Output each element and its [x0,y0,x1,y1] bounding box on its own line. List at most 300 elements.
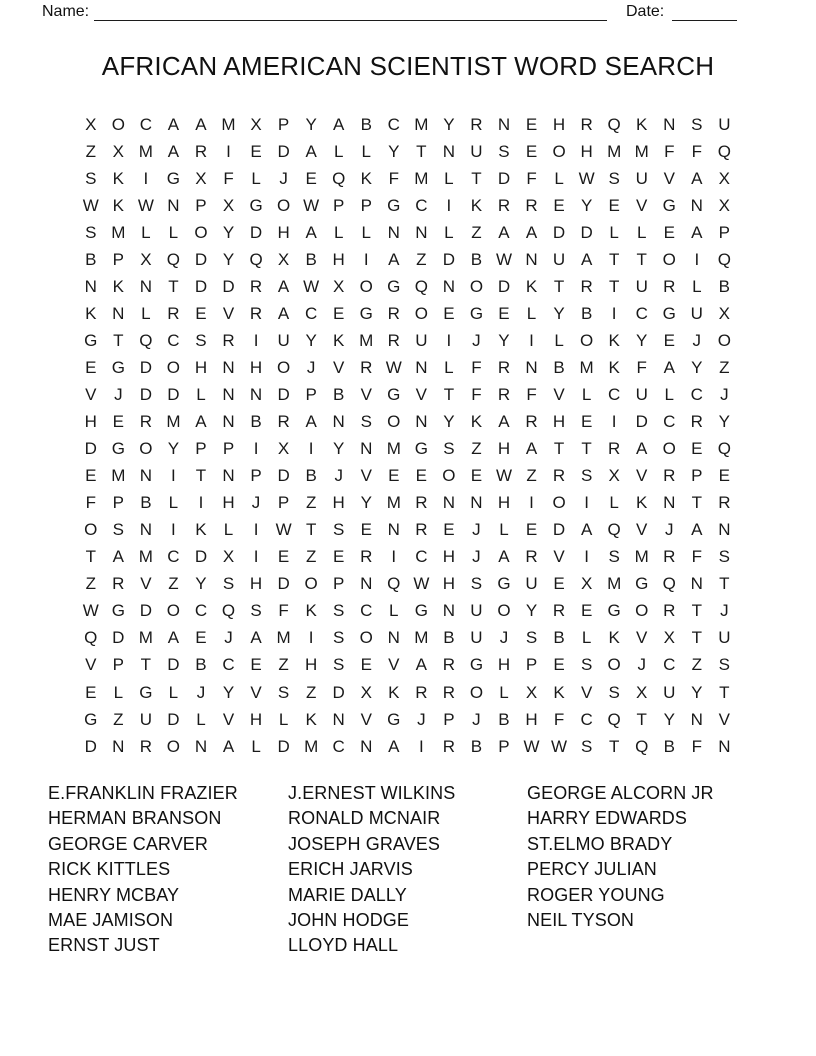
grid-letter: E [277,547,290,567]
grid-letter: C [690,384,703,404]
grid-letter: U [718,628,731,648]
grid-letter: H [84,412,97,432]
grid-letter: B [195,655,207,675]
grid-letter: S [608,547,620,567]
grid-letter: J [472,547,481,567]
grid-letter: B [333,384,345,404]
grid-letter: Q [221,601,236,621]
grid-letter: W [413,574,430,594]
grid-letter: M [359,330,374,350]
grid-letter: A [415,655,427,675]
grid-letter: U [663,682,676,702]
grid-letter: F [526,384,537,404]
grid-letter: H [497,655,511,675]
grid-letter: V [636,520,648,540]
word-list-item: JOHN HODGE [288,910,410,931]
grid-letter: I [171,520,176,540]
grid-letter: K [470,195,483,215]
grid-letter: E [580,601,593,621]
grid-letter: P [305,384,317,404]
grid-letter: L [444,357,454,377]
grid-letter: X [277,439,290,459]
grid-letter: Z [85,141,96,161]
word-list-item: ROGER YOUNG [527,884,665,905]
grid-letter: O [662,249,676,269]
grid-letter: C [580,709,593,729]
word-list-item: GEORGE CARVER [48,833,209,854]
grid-letter: C [305,303,318,323]
grid-letter: G [84,330,98,350]
grid-letter: X [718,195,731,215]
grid-letter: H [525,709,538,729]
grid-letter: I [308,439,314,459]
grid-letter: X [718,303,731,323]
grid-letter: R [552,601,566,621]
grid-letter: L [141,222,151,242]
grid-letter: M [634,547,649,567]
grid-letter: I [308,628,314,648]
grid-letter: O [111,114,125,134]
grid-letter: Y [525,601,538,621]
grid-letter: L [196,709,206,729]
grid-letter: Q [717,439,731,459]
grid-letter: N [139,520,152,540]
grid-letter: F [691,141,702,161]
grid-letter: E [691,439,703,459]
grid-letter: Z [471,222,482,242]
grid-letter: A [525,222,538,242]
grid-letter: Q [166,249,181,269]
grid-letter: O [166,736,181,756]
grid-letter: F [223,168,234,188]
grid-letter: A [691,520,703,540]
word-list-item: JOSEPH GRAVES [288,833,441,854]
word-list-item: RICK KITTLES [48,859,171,880]
grid-letter: K [305,601,317,621]
grid-letter: F [691,736,702,756]
grid-letter: B [470,736,483,756]
grid-letter: C [415,195,428,215]
word-list-item: ST.ELMO BRADY [527,833,673,854]
grid-letter: B [470,249,483,269]
grid-letter: G [387,384,401,404]
grid-letter: T [636,709,647,729]
grid-letter: R [442,655,456,675]
grid-letter: W [578,168,595,188]
grid-letter: U [277,330,290,350]
grid-letter: K [636,114,648,134]
grid-letter: M [607,141,622,161]
grid-letter: V [580,682,593,702]
grid-letter: J [472,709,481,729]
grid-letter: D [249,222,263,242]
grid-letter: Z [113,709,124,729]
date-blank-line [672,3,737,21]
grid-letter: F [553,709,565,729]
grid-letter: M [386,493,401,513]
grid-letter: R [663,466,676,486]
grid-letter: B [718,276,731,296]
grid-letter: S [333,628,345,648]
word-list-item: GEORGE ALCORN JR [527,783,714,803]
grid-letter: L [499,682,509,702]
grid-letter: S [333,655,345,675]
grid-letter: J [472,520,481,540]
grid-letter: X [718,168,731,188]
grid-letter: E [112,412,124,432]
grid-letter: R [442,736,456,756]
grid-letter: X [250,114,262,134]
grid-letter: X [140,249,152,269]
grid-letter: L [609,222,619,242]
grid-letter: C [663,655,676,675]
grid-letter: I [226,141,231,161]
grid-letter: A [580,520,593,540]
grid-letter: O [359,628,373,648]
grid-letter: P [691,466,703,486]
grid-letter: A [195,114,207,134]
grid-letter: U [139,709,152,729]
grid-letter: Y [222,249,235,269]
grid-letter: Y [167,439,180,459]
grid-letter: S [608,168,620,188]
grid-letter: V [85,655,97,675]
word-list-item: LLOYD HALL [288,935,399,956]
grid-letter: A [388,736,400,756]
grid-letter: D [277,574,290,594]
grid-letter: T [636,249,647,269]
grid-letter: V [636,628,648,648]
grid-letter: V [360,384,372,404]
grid-letter: V [360,709,372,729]
grid-letter: S [85,222,97,242]
grid-letter: T [195,466,207,486]
grid-letter: R [497,384,511,404]
grid-letter: R [608,439,621,459]
grid-letter: T [608,249,620,269]
grid-letter: N [360,439,373,459]
grid-letter: A [691,168,703,188]
grid-letter: N [442,493,456,513]
grid-letter: L [554,168,564,188]
word-list-item: ERNST JUST [48,935,160,956]
grid-letter: R [167,303,180,323]
grid-letter: K [360,168,372,188]
grid-letter: R [497,357,511,377]
grid-letter: V [388,655,400,675]
grid-letter: M [579,357,594,377]
grid-letter: D [277,466,290,486]
grid-letter: E [305,168,317,188]
grid-letter: Z [305,682,317,702]
grid-letter: K [195,520,207,540]
grid-letter: N [690,709,703,729]
grid-letter: K [553,682,565,702]
grid-letter: N [387,222,400,242]
grid-letter: K [112,168,124,188]
grid-letter: S [580,655,593,675]
grid-letter: W [137,195,154,215]
grid-letter: F [526,168,537,188]
grid-letter: N [690,195,703,215]
grid-letter: G [662,303,676,323]
grid-letter: D [194,276,208,296]
grid-letter: N [387,520,400,540]
grid-letter: N [360,736,373,756]
grid-letter: L [168,493,179,513]
grid-letter: S [195,330,207,350]
grid-letter: E [415,466,427,486]
grid-letter: L [444,168,454,188]
grid-letter: K [636,493,648,513]
grid-letter: T [553,439,565,459]
grid-letter: N [360,574,373,594]
grid-letter: S [580,466,593,486]
grid-letter: L [333,222,344,242]
grid-letter: E [85,357,97,377]
grid-letter: G [166,168,181,188]
grid-letter: Z [305,493,317,513]
grid-letter: M [386,439,401,459]
grid-letter: S [718,547,731,567]
grid-letter: J [114,384,123,404]
grid-letter: V [360,466,372,486]
grid-letter: A [167,114,180,134]
grid-letter: W [82,601,99,621]
grid-letter: X [222,547,235,567]
page-title: AFRICAN AMERICAN SCIENTIST WORD SEARCH [101,51,715,81]
grid-letter: H [332,493,345,513]
grid-letter: L [361,141,371,161]
grid-letter: R [525,412,538,432]
grid-letter: A [222,736,235,756]
grid-letter: P [525,655,538,675]
grid-letter: Q [717,141,731,161]
grid-letter: E [443,520,455,540]
grid-letter: C [139,114,152,134]
grid-letter: M [304,736,319,756]
grid-letter: S [333,601,345,621]
grid-letter: X [333,276,345,296]
grid-letter: B [305,249,317,269]
grid-letter: Q [607,520,621,540]
grid-letter: K [525,276,538,296]
grid-letter: S [443,439,455,459]
grid-letter: T [85,547,96,567]
grid-letter: E [85,466,97,486]
grid-letter: E [388,466,400,486]
grid-letter: F [85,493,96,513]
word-list-item: PERCY JULIAN [527,859,657,880]
grid-letter: P [112,249,124,269]
grid-letter: H [497,493,511,513]
grid-letter: N [84,276,97,296]
grid-letter: X [360,682,372,702]
grid-letter: B [85,249,97,269]
word-list-item: MARIE DALLY [288,884,407,905]
grid-letter: H [249,574,263,594]
word-list-item: HENRY MCBAY [48,884,180,905]
grid-letter: N [470,493,483,513]
grid-letter: H [249,357,263,377]
grid-letter: K [608,357,620,377]
grid-letter: E [443,303,455,323]
grid-letter: O [194,222,208,242]
grid-letter: B [443,628,455,648]
grid-letter: V [718,709,731,729]
grid-letter: B [553,628,565,648]
grid-letter: M [111,466,126,486]
grid-letter: L [333,141,344,161]
grid-letter: H [249,709,263,729]
grid-letter: L [223,520,234,540]
grid-letter: M [111,222,126,242]
word-list-column-1 [48,781,238,959]
grid-letter: F [471,357,482,377]
grid-letter: S [222,574,235,594]
grid-letter: H [552,412,566,432]
name-blank-line [94,3,607,21]
grid-letter: L [554,330,564,350]
grid-letter: M [414,628,429,648]
grid-letter: I [584,547,589,567]
letter-grid [77,111,738,760]
grid-letter: O [580,330,594,350]
grid-letter: G [662,195,676,215]
grid-letter: Z [526,466,537,486]
grid-letter: N [332,412,345,432]
grid-letter: E [525,520,538,540]
grid-letter: C [222,655,235,675]
grid-letter: U [470,141,483,161]
grid-letter: D [222,276,235,296]
word-list-item: HERMAN BRANSON [48,808,222,829]
grid-letter: O [552,493,566,513]
grid-letter: G [111,601,125,621]
grid-letter: X [608,466,620,486]
grid-letter: O [662,439,676,459]
grid-letter: P [277,493,290,513]
grid-letter: W [303,276,320,296]
grid-letter: X [222,195,235,215]
grid-letter: X [112,141,124,161]
grid-letter: N [222,357,235,377]
grid-letter: O [469,276,484,296]
grid-letter: N [222,412,235,432]
grid-letter: U [415,330,428,350]
grid-letter: G [635,574,649,594]
grid-letter: S [580,736,593,756]
grid-letter: M [414,114,429,134]
grid-letter: I [529,330,534,350]
grid-letter: Y [222,682,235,702]
grid-letter: R [663,601,676,621]
grid-letter: E [663,330,675,350]
grid-letter: Q [84,628,98,648]
grid-letter: N [387,628,400,648]
grid-letter: R [360,547,373,567]
grid-letter: G [607,601,621,621]
grid-letter: I [198,493,204,513]
grid-letter: F [664,141,675,161]
grid-letter: I [171,466,176,486]
grid-letter: T [471,168,482,188]
grid-letter: O [166,357,181,377]
grid-letter: W [275,520,292,540]
grid-letter: D [194,249,208,269]
grid-letter: E [195,303,207,323]
grid-letter: I [253,547,259,567]
grid-letter: W [385,357,402,377]
grid-letter: D [112,628,125,648]
grid-letter: L [168,682,179,702]
grid-letter: L [389,601,399,621]
grid-letter: P [333,574,345,594]
grid-letter: O [497,601,511,621]
grid-letter: P [277,114,290,134]
grid-letter: O [717,330,731,350]
grid-letter: U [525,574,538,594]
grid-letter: W [495,249,512,269]
grid-letter: E [498,303,510,323]
grid-letter: B [250,412,262,432]
grid-letter: R [415,493,428,513]
grid-letter: W [523,736,540,756]
grid-letter: R [139,412,152,432]
grid-letter: E [553,195,565,215]
grid-letter: T [113,330,124,350]
grid-letter: N [415,412,428,432]
grid-letter: O [414,303,428,323]
grid-letter: V [222,709,235,729]
word-list-item: MAE JAMISON [48,910,174,931]
grid-letter: T [443,384,455,404]
grid-letter: V [636,195,648,215]
grid-letter: J [720,601,729,621]
grid-letter: P [112,493,124,513]
grid-letter: V [553,384,565,404]
grid-letter: J [637,655,646,675]
grid-letter: M [607,574,622,594]
grid-letter: O [304,574,318,594]
grid-letter: I [529,493,534,513]
grid-letter: D [277,736,290,756]
grid-letter: B [360,114,372,134]
grid-letter: F [691,547,702,567]
grid-letter: L [113,682,124,702]
grid-letter: S [470,574,483,594]
grid-letter: T [581,439,592,459]
grid-letter: R [718,493,731,513]
grid-letter: Y [360,493,372,513]
grid-letter: M [276,628,291,648]
grid-letter: X [85,114,97,134]
grid-letter: Y [691,357,703,377]
grid-letter: E [580,412,593,432]
grid-letter: N [112,303,125,323]
grid-letter: J [224,628,233,648]
grid-letter: V [333,357,345,377]
grid-letter: N [663,114,676,134]
grid-letter: K [333,330,345,350]
grid-letter: N [222,384,235,404]
grid-letter: N [194,736,208,756]
grid-letter: Z [168,574,179,594]
grid-letter: Y [663,709,675,729]
grid-letter: O [635,601,649,621]
grid-letter: E [333,547,345,567]
grid-letter: D [139,384,152,404]
